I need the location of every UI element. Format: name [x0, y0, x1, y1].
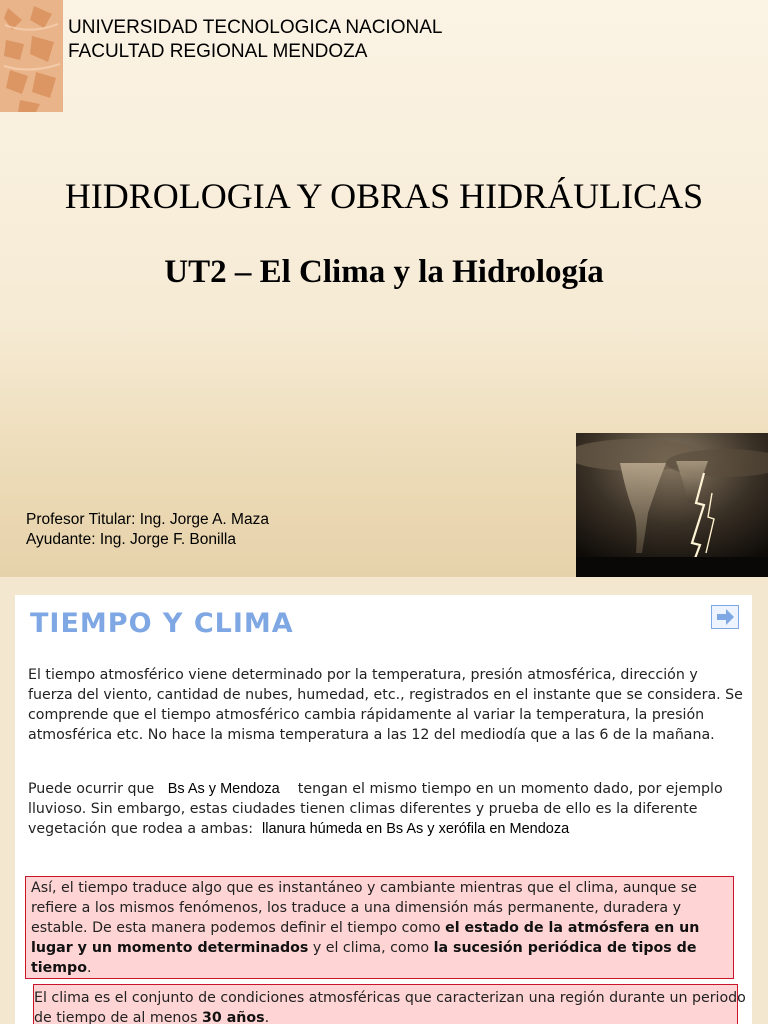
- weather-definition-paragraph: El tiempo atmosférico viene determinado por la temperatura, presión atmosférica, dirección y fuerza del viento, cantidad de nubes, humedad, etc., registrados en el instante que se considera. Se comprende que el tiempo atmosférico cambia rápidamente al variar la temperatura, la presión atmosférica etc. No hace la misma temperatura a las 12 del mediodía que a las 6 de la mañana.: [28, 667, 743, 743]
- storm-tornado-photo: [576, 433, 768, 577]
- university-name: UNIVERSIDAD TECNOLOGICA NACIONAL: [68, 17, 443, 38]
- climate-definition-bold: la sucesión periódica de tipos de tiempo: [31, 940, 697, 976]
- course-title: HIDROLOGIA Y OBRAS HIDRÁULICAS: [64, 176, 704, 216]
- definition-text-a: Así, el tiempo traduce algo que es instantáneo y cambiante mientras que el clima, aunque se refiere a los mismos fenómenos, los traduce a una dimensión más permanente, duradera y estable. De esta manera podemos definir el tiempo como: [31, 880, 697, 936]
- climate-text: [34, 988, 752, 1024]
- vegetation-text: llanura húmeda en Bs As y xerófila en Mendoza: [262, 821, 570, 837]
- climate-end: .: [264, 1010, 270, 1024]
- unit-title: UT2 – El Clima y la Hidrología: [164, 254, 604, 290]
- climate-highlight-box: [33, 984, 746, 1024]
- places-text: Bs As y Mendoza: [167, 781, 280, 797]
- example-text-b: tengan el mismo tiempo en un momento dado, por ejemplo lluvioso. Sin embargo, estas ciudades tienen climas diferentes y prueba de ello es la diferente vegetación que rodea a ambas:: [28, 781, 723, 837]
- climate-text-a: El clima es el conjunto de condiciones atmosféricas que caracterizan una región durante un periodo de tiempo de al menos: [34, 990, 746, 1024]
- definition-text: [31, 878, 728, 978]
- example-text-a: Puede ocurrir que: [28, 781, 155, 797]
- text-mask: [15, 837, 752, 845]
- content-slide: [15, 595, 752, 1024]
- professor-line: Profesor Titular: Ing. Jorge A. Maza: [26, 511, 269, 528]
- definition-highlight-box: [25, 876, 734, 979]
- staff-credits: [26, 510, 269, 550]
- institution-header: [68, 16, 442, 64]
- definition-end: .: [86, 960, 92, 976]
- example-paragraph: [28, 779, 743, 839]
- faculty-name: FACULTAD REGIONAL MENDOZA: [68, 41, 368, 62]
- weather-definition-bold: el estado de la atmósfera en un lugar y un momento determinados: [31, 920, 700, 956]
- next-arrow-icon[interactable]: [711, 605, 739, 629]
- years-bold: 30 años: [202, 1010, 265, 1024]
- slide-heading: TIEMPO Y CLIMA: [30, 608, 294, 639]
- university-logo: [0, 0, 63, 112]
- definition-text-c: y el clima, como: [312, 940, 430, 956]
- assistant-line: Ayudante: Ing. Jorge F. Bonilla: [26, 531, 236, 548]
